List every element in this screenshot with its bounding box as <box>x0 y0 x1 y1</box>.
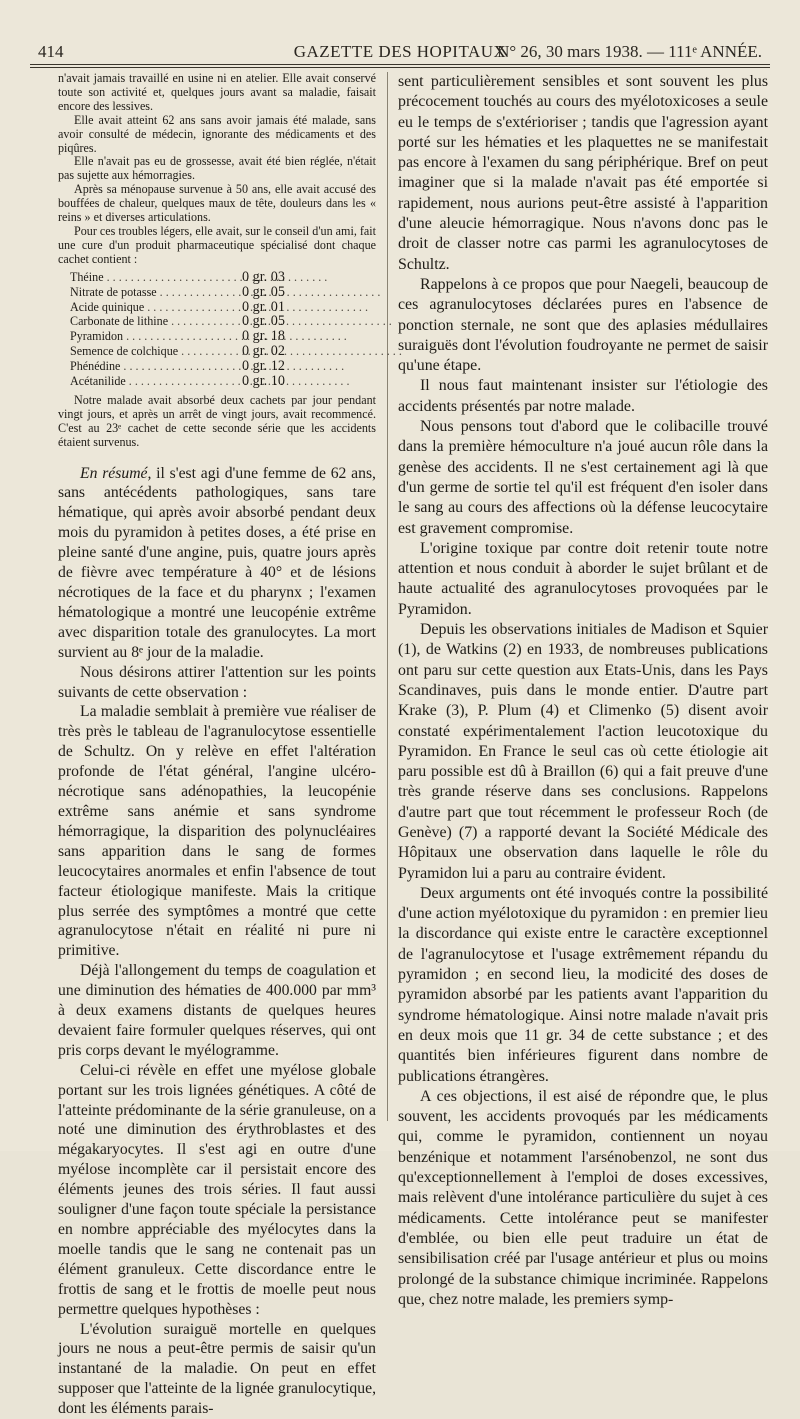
ingredient-dose: 0 gr. 10 <box>242 373 285 390</box>
ingredient-row <box>58 329 376 344</box>
ingredient-name: Acétanilide . . . <box>58 374 242 389</box>
journal-title: GAZETTE DES HOPITAUX <box>293 42 507 61</box>
discussion-text <box>58 464 376 1419</box>
ingredient-name: Acide quinique . . . <box>58 300 242 315</box>
ingredient-name: Pyramidon . . . <box>58 329 242 344</box>
ingredient-row <box>58 344 376 359</box>
cachet-composition-list <box>58 270 376 389</box>
paragraph: Elle n'avait pas eu de grossesse, avait été bien réglée, n'était pas sujette aux hémorragies. <box>58 154 376 183</box>
ingredient-row <box>58 285 376 300</box>
paragraph: Nous pensons tout d'abord que le colibacille trouvé dans la première hémoculture n'a joué aucun rôle dans la genèse des accidents. Il ne s'est certainement agi là que d'un germe de sortie tel qu'il est fréquent d'en isoler dans le sang au cours des affections où la défense leucocytaire est gravement compromise. <box>398 418 768 537</box>
ingredient-dose: 0 gr. 01 <box>242 298 285 315</box>
paragraph: Celui-ci révèle en effet une myélose globale portant sur les trois lignées génétiques. A côté de l'atteinte prédominante de la série granuleuse, on a noté une diminution des érythroblastes et des mégakaryocytes. Il s'est agi en outre d'une myélose incomplète car il persistait encore des éléments jeunes des trois séries. Il faut aussi souligner d'une façon toute spéciale la persistance en nombre appréciable des myélocytes dans la moelle tandis que le sang ne contenait pas un élément granuleux. Cette discordance entre le frottis de sang et le frottis de moelle peut nous permettre quelques hypothèses : <box>58 1061 376 1318</box>
ingredient-dose: 0 gr. 02 <box>242 343 285 360</box>
ingredient-name: Semence de colchique . . . <box>58 344 242 359</box>
page-number: 414 <box>38 42 64 61</box>
ingredient-dose: 0 gr. 03 <box>242 268 285 285</box>
summary-paragraph <box>58 464 376 663</box>
header-rule-top <box>30 64 770 65</box>
paragraph: Nous désirons attirer l'attention sur les points suivants de cette observation : <box>58 663 376 701</box>
header-rule-bottom <box>30 67 770 68</box>
paragraph: L'origine toxique par contre doit retenir toute notre attention et nous conduit à aborder le sujet brûlant et de haute actualité des agranulocytoses provoquées par le Pyramidon. <box>398 539 768 618</box>
ingredient-dose: 0 gr. 05 <box>242 313 285 330</box>
spacer <box>58 450 376 464</box>
summary-lead: En résumé, <box>80 464 152 482</box>
paragraph: Depuis les observations initiales de Madison et Squier (1), de Watkins (2) en 1933, de nombreuses publications ont paru sur cette question aux Etats-Unis, dans les Pays Scandinaves, puis dans le monde entier. D'autre part Krake (3), P. Plum (4) et Climenko (5) disent avoir constaté expérimentalement l'action leucotoxique du Pyramidon. En France le seul cas où cette étiologie ait paru possible est dû à Braillon (6) qui a fait preuve d'une très grande réserve dans ses conclusions. Rappelons d'autre part que tout récemment le professeur Roch (de Genève) (7) a rapporté devant la Société Médicale des Hôpitaux une observation dans laquelle le rôle du Pyramidon lui a paru au contraire évident. <box>398 621 768 882</box>
ingredient-name: Théine . . . <box>58 270 242 285</box>
paragraph: Elle avait atteint 62 ans sans avoir jamais été malade, sans avoir consulté de médecin, ignorante des médicaments et des piqûres. <box>58 112 376 155</box>
case-history-continuation <box>58 394 376 450</box>
paragraph: La maladie semblait à première vue réaliser de très près le tableau de l'agranulocytose essentielle de Schultz. On y relève en effet l'altération profonde de l'état général, l'angine ulcéro-nécrotique sans adénopathies, la leucopénie extrême sans anémie et sans syndrome hémorragique, la disparition des polynucléaires sans apparition dans le sang de formes leucocytaires anormales et enfin l'absence de tout facteur étiologique manifeste. Mais la critique plus serrée des symptômes a montré que cette agranulocytose n'était en réalité ni pure ni primitive. <box>58 703 376 960</box>
right-column <box>398 72 768 1308</box>
left-column <box>58 71 376 1418</box>
ingredient-row <box>58 374 376 389</box>
ingredient-dose: 0 gr. 05 <box>242 283 285 300</box>
ingredient-row <box>58 300 376 315</box>
paragraph: Rappelons à ce propos que pour Naegeli, beaucoup de ces agranulocytoses déclarées pures en l'absence de ponction sternale, ne sont que des aplasies médullaires suraiguës dont l'évolution foudroyante ne permet de saisir qu'une étape. <box>398 275 768 375</box>
ingredient-row <box>58 314 376 329</box>
ingredient-row <box>58 359 376 374</box>
paragraph: L'évolution suraiguë mortelle en quelques jours ne nous a peut-être permis de saisir qu'un instantané de la maladie. On peut en effet supposer que l'atteinte de la lignée granulocytique, dont les éléments parais- <box>58 1320 376 1418</box>
paragraph: Pour ces troubles légers, elle avait, sur le conseil d'un ami, fait une cure d'un produit pharmaceutique spécialisé dont chaque cachet contient : <box>58 223 376 266</box>
ingredient-dose: 0 gr. 12 <box>242 358 285 375</box>
page-header <box>30 38 770 64</box>
ingredient-row <box>58 270 376 285</box>
paragraph: n'avait jamais travaillé en usine ni en atelier. Elle avait conservé toute son activité et, quelques jours avant sa maladie, faisait encore des lessives. <box>58 71 376 113</box>
paragraph: Deux arguments ont été invoqués contre la possibilité d'une action myélotoxique du pyramidon : en premier lieu la discordance qui existe entre le caractère exceptionnel de l'agranulocytose et l'usage extrêmement répandu du pyramidon ; en second lieu, la modicité des doses de pyramidon absorbé par les patients avant l'apparition du syndrome hématologique. Ainsi notre malade n'avait pris en deux mois que 11 gr. 34 de cette substance ; et des quantités bien inférieures figurent dans nombre de publications étrangères. <box>398 884 768 1085</box>
column-divider <box>387 72 388 1121</box>
paragraph: sent particulièrement sensibles et sont souvent les plus précocement touchés au cours des myélotoxicoses a seule eu le temps de s'extérioriser ; tandis que l'agression ayant porté sur les hématies et les plaquettes ne se manifestait pas encore à l'examen du sang périphérique. Bref on peut imaginer que si la malade n'avait pas été emportée si rapidement, nous aurions peut-être assisté à l'apparition d'une aleucie hémorragique. Nous n'avons donc pas le droit de classer notre cas parmi les agranulocytoses de Schultz. <box>398 73 768 273</box>
ingredient-name: Nitrate de potasse . . . <box>58 285 242 300</box>
issue-info: N° 26, 30 mars 1938. — 111ᵉ ANNÉE. <box>497 42 762 61</box>
case-history-small-print <box>58 72 376 267</box>
summary-text: il s'est agi d'une femme de 62 ans, sans antécédents pathologiques, sans tare hématique, qui après avoir absorbé pendant deux mois du pyramidon à petites doses, a été prise en pleine santé d'une angine, puis, quatre jours après de fièvre avec température à 40° et de lésions nécrotiques de la face et du pharynx ; l'examen hématologique a montré une leucopénie extrême avec disparition totale des granulocytes. La mort survient au 8ᵉ jour de la maladie. <box>58 464 376 661</box>
ingredient-name: Carbonate de lithine . . . <box>58 314 242 329</box>
ingredient-dose: 0 gr. 18 <box>242 328 285 345</box>
ingredient-name: Phénédine . . . <box>58 359 242 374</box>
paragraph: Notre malade avait absorbé deux cachets par jour pendant vingt jours, et après un arrêt de vingt jours, avait recommencé. C'est au 23ᵉ cachet de cette seconde série que les accidents étaient survenus. <box>58 392 376 449</box>
paragraph: Après sa ménopause survenue à 50 ans, elle avait accusé des bouffées de chaleur, quelques maux de tête, douleurs dans les « reins » et diverses articulations. <box>58 182 376 225</box>
paragraph: Déjà l'allongement du temps de coagulation et une diminution des hématies de 400.000 par mm³ à deux examens distants de quelques heures devaient faire formuler quelques réserves, qui ont pris corps devant le myélogramme. <box>58 962 376 1059</box>
paragraph: A ces objections, il est aisé de répondre que, le plus souvent, les accidents provoqués par les médicaments qui, comme le pyramidon, contiennent un noyau benzénique et notamment l'arsénobenzol, ne sont dus qu'exceptionnellement à l'emploi de doses excessives, mais relèvent d'une intolérance particulière du sujet à ces médicaments. Cette intolérance peut se manifester d'emblée, ou bien elle peut traduire un état de sensibilisation créé par l'usage antérieur et plus ou moins prolongé de la substance chimique incriminée. Rappelons que, chez notre malade, les premiers symp- <box>398 1087 768 1308</box>
paragraph: Il nous faut maintenant insister sur l'étiologie des accidents présentés par notre malade. <box>398 377 768 415</box>
